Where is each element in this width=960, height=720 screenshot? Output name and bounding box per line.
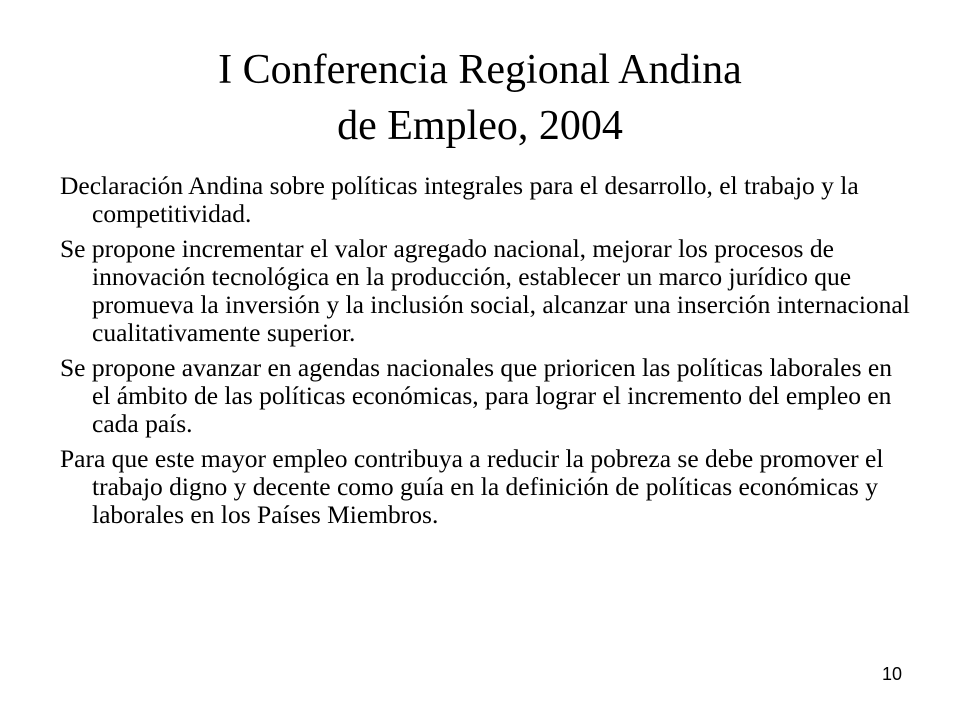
- slide-title: [0, 42, 960, 154]
- page-number: 10: [881, 664, 902, 684]
- paragraph-valor-agregado: Se propone incrementar el valor agregado nacional, mejorar los procesos de innovación tecnológica en la producción, establecer un marco jurídico que promueva la inversión y la inclusión social, alcanzar una inserción internacional cualitativamente superior.: [60, 234, 910, 347]
- paragraph-agendas-nacionales: Se propone avanzar en agendas nacionales que prioricen las políticas laborales en el ámbito de las políticas económicas, para lograr el incremento del empleo en cada país.: [60, 353, 892, 438]
- slide-title-line-1: I Conferencia Regional Andina: [218, 47, 742, 93]
- paragraph-trabajo-digno: Para que este mayor empleo contribuya a reducir la pobreza se debe promover el trabajo digno y decente como guía en la definición de políticas económicas y laborales en los Países Miembros.: [60, 444, 884, 529]
- slide-body: [60, 172, 910, 536]
- paragraph-declaracion: Declaración Andina sobre políticas integrales para el desarrollo, el trabajo y la competitividad.: [60, 171, 859, 228]
- slide-title-line-2: de Empleo, 2004: [337, 103, 623, 149]
